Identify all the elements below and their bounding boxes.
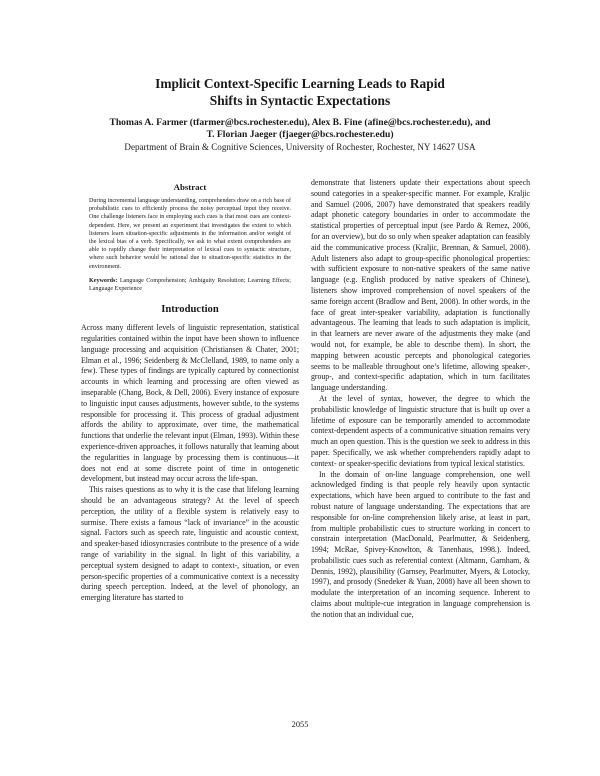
paper-title (0, 75, 600, 109)
keywords-label: Keywords: (89, 277, 118, 284)
authors-line-1: Thomas A. Farmer (tfarmer@bcs.rochester.edu), Alex B. Fine (afine@bcs.rochester.edu), and (109, 117, 491, 128)
page-number: 2055 (291, 720, 309, 729)
author-list (0, 117, 600, 141)
keywords (89, 277, 291, 293)
intro-paragraph-1: Across many different levels of linguistic representation, statistical regularities contained within the input have been shown to influence language processing and acquisition (Christiansen & Chater, 2001; Elman et al., 1996; Seidenberg & McClelland, 1989, to name only a few). These types of findings are typically captured by connectionist accounts in which learning and processing are often viewed as inseparable (Chang, Bock, & Dell, 2006). Every instance of exposure to linguistic input causes adjustments, however subtle, to the systems responsible for processing it. This process of gradual adjustment affords the ability to approximate, over time, the mathematical functions that underlie the relevant input (Elman, 1993). Within these experience-driven approaches, it follows naturally that learning about the regularities in language by processing them is continuous—it does not end at some discrete point of time in ontogenetic development, but instead may occur across the life-span. (81, 323, 299, 484)
intro-paragraph-3: demonstrate that listeners update their expectations about speech sound categories in a speaker-specific manner. For example, Kraljic and Samuel (2006, 2007) have demonstrated that speakers readily adapt phonetic category boundaries in order to accommodate the statistical properties of perceptual input (see Pardo & Remez, 2006, for an overview), but do so only when speaker adaptation can feasibly aid the communicative process (Kraljic, Brennan, & Samuel, 2008). Adult listeners also adapt to group-specific phonological properties: with sufficient exposure to non-native speakers of the same native language (e.g. English produced by native speakers of Chinese), listeners show improved comprehension of novel speakers of the same foreign accent (Bradlow and Bent, 2008). In other words, in the face of great inter-speaker variability, adaptation is functionally advantageous. The learning that leads to such adaptation is implicit, in that learners are never aware of the adjustments they make (and would not, for example, be able to describe them). In short, the mapping between acoustic percepts and phonological categories seems to be malleable throughout one’s lifetime, allowing speaker-, group-, and context-specific adaptation, which in turn facilitates language understanding. (311, 178, 530, 393)
introduction-heading: Introduction (161, 304, 219, 316)
abstract-text: During incremental language understanding, comprehenders draw on a rich base of probabilistic cues to efficiently process the noisy perceptual input they receive. One challenge listeners face in employing such cues is that most cues are context-dependent. Here, we present an experiment that investigates the extent to which listeners learn situation-specific adjustments in the information and/or weight of the lexical bias of a verb. Specifically, we ask to what extent comprehenders are able to rapidly change their interpretation of lexical cues to syntactic structure, where such behavior would be rational due to situation-specific statistics in the environment. (89, 198, 291, 270)
title-line-1: Implicit Context-Specific Learning Leads to Rapid (155, 76, 445, 91)
abstract-heading: Abstract (173, 182, 207, 192)
left-column (81, 168, 299, 604)
title-line-2: Shifts in Syntactic Expectations (209, 93, 391, 108)
intro-paragraph-4: At the level of syntax, however, the degree to which the probabilistic knowledge of linguistic structure that is built up over a lifetime of exposure can be temporarily amended to accommodate context-dependent aspects of a communicative situation remains very much an open question. This is the question we seek to address in this paper. Specifically, we ask whether comprehenders rapidly adapt to context- or speaker-specific deviations from typical lexical statistics. (311, 393, 530, 468)
intro-paragraph-5: In the domain of on-line language comprehension, one well acknowledged finding is that people rely heavily upon syntactic expectations, which have been argued to contribute to the fast and robust nature of language understanding. The expectations that are responsible for on-line comprehension likely arise, at least in part, from multiple probabilistic cues to structure working in concert to constrain interpretation (MacDonald, Pearlmutter, & Seidenberg, 1994; McRae, Spivey-Knowlton, & Tanenhaus, 1998.). Indeed, probabilistic cues such as referential context (Altmann, Garnham, & Dennis, 1992), plausibility (Garnsey, Pearlmutter, Myers, & Lotocky, 1997), and prosody (Snedeker & Yuan, 2008) have all been shown to modulate the interpretation of an incoming sequence. Inherent to claims about multiple-cue integration in language comprehension is the notion that an individual cue, (311, 469, 530, 619)
affiliation: Department of Brain & Cognitive Sciences, University of Rochester, Rochester, NY 14627 USA (124, 142, 476, 152)
keywords-text: Language Comprehension; Ambiguity Resolution; Learning Effects; Language Experience (89, 277, 291, 293)
authors-line-2: T. Florian Jaeger (fjaeger@bcs.rochester.edu) (206, 129, 394, 140)
intro-paragraph-2: This raises questions as to why it is the case that lifelong learning should be an advantageous strategy? At the level of speech perception, the utility of a flexible system is relatively easy to surmise. There exists a famous “lack of invariance” in the acoustic signal. Factors such as speech rate, linguistic and acoustic context, and speaker-based idiosyncrasies contribute to the presence of a wide range of variability in the signal. In light of this variability, a perceptual system designed to adapt to context-, situation, or even person-specific properties of a communicative context is a necessity during speech perception. Indeed, at the level of phonology, an emerging literature has started to (81, 485, 299, 603)
right-column (311, 178, 530, 621)
